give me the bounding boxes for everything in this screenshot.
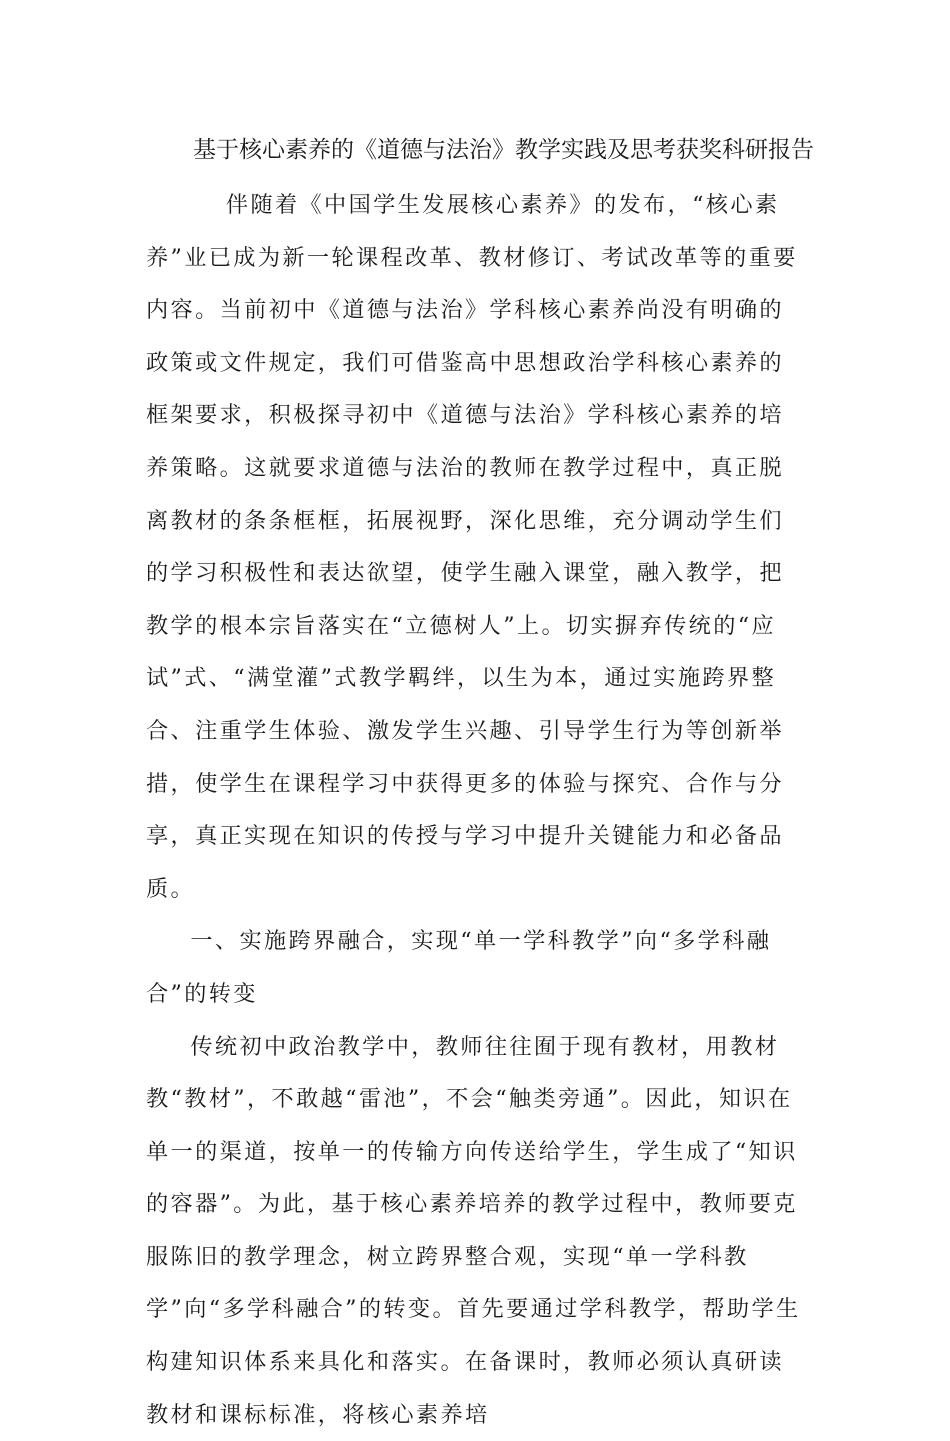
document-title: 基于核心素养的《道德与法治》教学实践及思考获奖科研报告 [193, 133, 833, 167]
paragraph-intro: 伴随着《中国学生发展核心素养》的发布，“核心素养”业已成为新一轮课程改革、教材修订、考试改革等的重要内容。当前初中《道德与法治》学科核心素养尚没有明确的政策或文件规定，我们可借鉴高中思想政治学科核心素养的框架要求，积极探寻初中《道德与法治》学科核心素养的培养策略。这就要求道德与法治的教师在教学过程中，真正脱离教材的条条框框，拓展视野，深化思维，充分调动学生们的学习积极性和表达欲望，使学生融入课堂，融入教学，把教学的根本宗旨落实在“立德树人”上。切实摒弃传统的“应试”式、“满堂灌”式教学羁绊，以生为本，通过实施跨界整合、注重学生体验、激发学生兴趣、引导学生行为等创新举措，使学生在课程学习中获得更多的体验与探究、合作与分享，真正实现在知识的传授与学习中提升关键能力和必备品质。 [146, 179, 806, 915]
document-body [146, 179, 806, 1441]
paragraph-section-1: 传统初中政治教学中，教师往往囿于现有教材，用教材教“教材”，不敢越“雷池”，不会“触类旁通”。因此，知识在单一的渠道，按单一的传输方向传送给学生，学生成了“知识的容器”。为此，基于核心素养培养的教学过程中，教师要克服陈旧的教学理念，树立跨界整合观，实现“单一学科教学”向“多学科融合”的转变。首先要通过学科教学，帮助学生构建知识体系来具化和落实。在备课时，教师必须认真研读教材和课标标准，将核心素养培 [146, 1021, 806, 1441]
section-heading-1: 一、实施跨界融合，实现“单一学科教学”向“多学科融合”的转变 [146, 915, 806, 1020]
